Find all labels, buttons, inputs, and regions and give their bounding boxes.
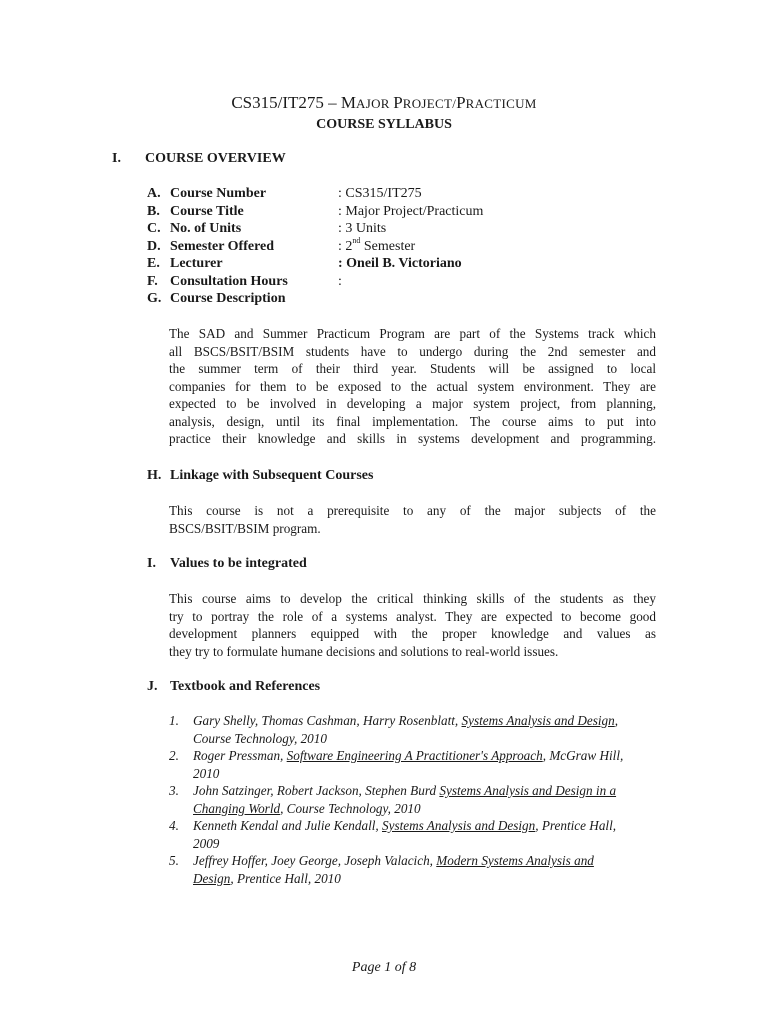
title-word-racticum: RACTICUM [465, 96, 537, 111]
document-subtitle: COURSE SYLLABUS [316, 117, 452, 132]
semester-word: Semester [360, 238, 416, 254]
paragraph-line: BSCS/BSIT/BSIM program. [169, 520, 321, 536]
reference-text [193, 817, 659, 852]
row-label: Course Number [170, 186, 267, 201]
row-letter: G. [147, 291, 162, 306]
row-letter: D. [147, 238, 161, 254]
paragraph-line: The SAD and Summer Practicum Program are part of the Systems track which [169, 326, 656, 341]
row-label: Course Description [170, 291, 286, 306]
reference-item [169, 852, 659, 887]
row-label: Semester Offered [170, 238, 275, 254]
row-value: : Oneil B. Victoriano [338, 256, 462, 271]
row-letter: E. [147, 256, 160, 271]
subsection-letter: I. [147, 556, 156, 571]
title-word-ajor: AJOR [356, 96, 394, 111]
paragraph-line: practice their knowledge and skills in systems development and programming. [169, 431, 656, 446]
paragraph-line: This course is not a prerequisite to any of the major subjects of the [169, 503, 656, 518]
reference-title-cont: Changing World [193, 800, 281, 816]
paragraph-line: companies for them to be exposed to the actual system environment. They are [169, 378, 656, 394]
row-value: : Major Project/Practicum [338, 203, 484, 219]
info-row-units [147, 220, 483, 238]
section-heading-overview [112, 150, 286, 168]
row-letter: A. [147, 186, 161, 201]
title-word-roject: ROJECT/ [402, 96, 457, 111]
reference-suffix: , Prentice Hall, [535, 818, 617, 833]
reference-item [169, 817, 659, 852]
section-title: COURSE OVERVIEW [145, 151, 286, 166]
reference-number: 3. [169, 783, 179, 798]
info-row-course-title [147, 203, 483, 221]
reference-text [193, 747, 659, 782]
subsection-title: Textbook and References [170, 679, 321, 694]
reference-title: Software Engineering A Practitioner's Approach [286, 748, 543, 763]
reference-publisher: , Prentice Hall, 2010 [230, 870, 341, 886]
reference-title-cont: Design [193, 870, 231, 886]
row-value: : CS315/IT275 [338, 186, 422, 201]
document-title [0, 92, 768, 115]
subsection-heading-textbooks [147, 678, 320, 696]
linkage-paragraph [169, 502, 656, 537]
row-value: : [338, 273, 342, 289]
paragraph-line: all BSCS/BSIT/BSIM students have to undergo during the 2nd semester and [169, 343, 656, 359]
paragraph-line: This course aims to develop the critical thinking skills of the students as they [169, 591, 656, 606]
values-paragraph [169, 590, 656, 660]
row-value: : 3 Units [338, 221, 387, 236]
subsection-letter: J. [147, 679, 158, 694]
paragraph-line: try to portray the role of a systems analyst. They are expected to become good [169, 608, 656, 624]
section-number: I. [112, 151, 121, 166]
paragraph-line: expected to be involved in developing a major system project, from planning, [169, 396, 656, 411]
semester-number: : 2 [338, 238, 353, 254]
title-code: CS315/IT275 – [231, 93, 341, 112]
reference-publisher: 2010 [193, 765, 220, 781]
reference-title: Systems Analysis and Design [461, 713, 615, 728]
info-row-lecturer [147, 255, 483, 273]
subsection-heading-linkage [147, 467, 373, 485]
row-letter: B. [147, 203, 160, 219]
reference-title: Systems Analysis and Design in a [439, 783, 617, 798]
reference-text [193, 852, 659, 887]
reference-number: 2. [169, 748, 179, 763]
reference-authors: John Satzinger, Robert Jackson, Stephen Burd [193, 783, 440, 798]
page-number-footer: Page 1 of 8 [351, 960, 417, 975]
reference-publisher: Course Technology, 2010 [193, 730, 327, 746]
reference-authors: Gary Shelly, Thomas Cashman, Harry Rosenblatt, [193, 713, 462, 728]
reference-list [169, 712, 659, 887]
subsection-title: Values to be integrated [170, 556, 307, 571]
title-letter-m: M [340, 93, 357, 112]
reference-number: 1. [169, 713, 179, 728]
reference-text [193, 782, 659, 817]
reference-item [169, 712, 659, 747]
info-row-description [147, 290, 483, 308]
reference-number: 5. [169, 853, 179, 868]
reference-item [169, 747, 659, 782]
reference-suffix: , [614, 713, 619, 728]
reference-publisher: , Course Technology, 2010 [280, 800, 421, 816]
reference-title: Modern Systems Analysis and [436, 853, 594, 868]
paragraph-line: they try to formulate humane decisions and solutions to real-world issues. [169, 643, 559, 659]
info-row-semester [147, 235, 483, 256]
course-description-paragraph [169, 325, 656, 448]
subsection-heading-values [147, 555, 307, 573]
semester-ordinal: nd [352, 235, 361, 245]
reference-title: Systems Analysis and Design [382, 818, 536, 833]
reference-text [193, 712, 659, 747]
row-letter: F. [147, 273, 158, 289]
paragraph-line: development planners equipped with the proper knowledge and values as [169, 626, 656, 641]
reference-item [169, 782, 659, 817]
paragraph-line: the summer term of their third year. Students will be assigned to local [169, 361, 656, 376]
paragraph-line: analysis, design, until its final implementation. The course aims to put into [169, 413, 656, 429]
reference-suffix: , McGraw Hill, [542, 748, 624, 763]
info-row-course-number [147, 185, 483, 203]
course-info-table [147, 185, 483, 308]
reference-publisher: 2009 [193, 835, 220, 851]
subsection-letter: H. [147, 468, 162, 483]
reference-number: 4. [169, 818, 179, 833]
title-letter-p2: P [456, 93, 466, 112]
info-row-consultation [147, 273, 483, 291]
reference-authors: Jeffrey Hoffer, Joey George, Joseph Valacich, [193, 853, 437, 868]
row-letter: C. [147, 221, 161, 236]
subsection-title: Linkage with Subsequent Courses [170, 468, 374, 483]
title-letter-p1: P [393, 93, 403, 112]
row-label: Lecturer [170, 256, 223, 271]
row-label: No. of Units [170, 221, 242, 236]
row-label: Course Title [170, 203, 244, 219]
row-value [338, 235, 416, 256]
row-label: Consultation Hours [170, 273, 288, 289]
reference-authors: Roger Pressman, [193, 748, 287, 763]
reference-authors: Kenneth Kendal and Julie Kendall, [193, 818, 382, 833]
